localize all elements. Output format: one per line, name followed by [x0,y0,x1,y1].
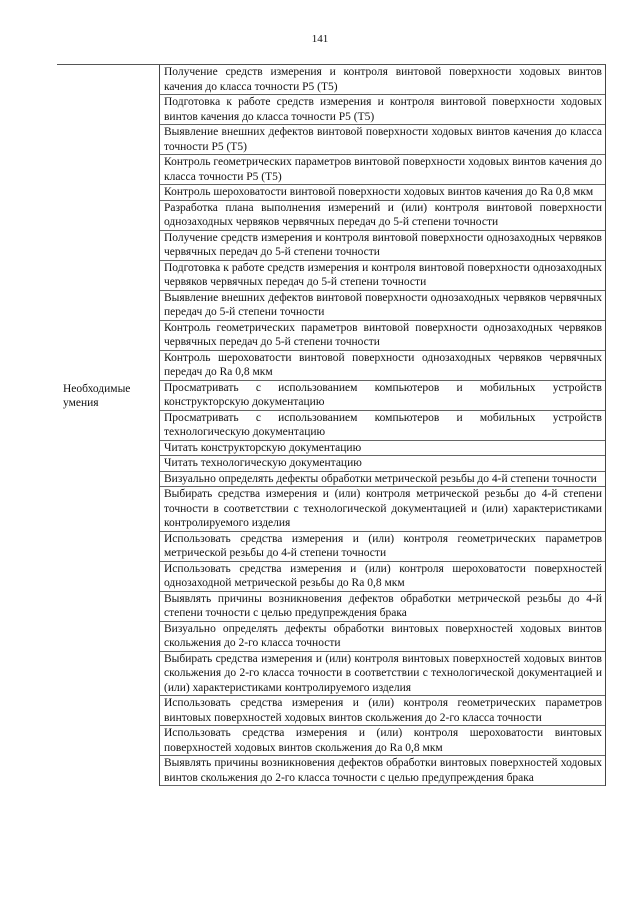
table-cell: Выбирать средства измерения и (или) контроля винтовых поверхностей ходовых винтов скольжения до 2-го класса точности в соответствии с технологической документацией и (или) характеристиками контролируемого изделия [160,652,605,697]
section-items [159,65,606,381]
table-cell: Использовать средства измерения и (или) контроля геометрических параметров метрической резьбы до 4-й степени точности [160,532,605,562]
section-label [57,65,159,381]
table-cell: Контроль геометрических параметров винтовой поверхности однозаходных червяков червячных передач до 5-й степени точности [160,321,605,351]
table-cell: Использовать средства измерения и (или) контроля шероховатости поверхностей однозаходной метрической резьбы до Ra 0,8 мкм [160,562,605,592]
table-cell: Подготовка к работе средств измерения и контроля винтовой поверхности ходовых винтов качения до класса точности Р5 (Т5) [160,95,605,125]
section-label: Необходимые умения [63,382,131,409]
table-cell: Визуально определять дефекты обработки винтовых поверхностей ходовых винтов скольжения до 2-го класса точности [160,622,605,652]
table-cell: Разработка плана выполнения измерений и (или) контроля винтовой поверхности однозаходных червяков червячных передач до 5-й степени точности [160,201,605,231]
table-cell: Использовать средства измерения и (или) контроля шероховатости винтовых поверхностей ходовых винтов скольжения до Ra 0,8 мкм [160,726,605,756]
table-cell: Использовать средства измерения и (или) контроля геометрических параметров винтовых поверхностей ходовых винтов скольжения до 2-го класса точности [160,696,605,726]
table-cell: Контроль шероховатости винтовой поверхности ходовых винтов качения до Ra 0,8 мкм [160,185,605,201]
section-items [159,381,606,787]
table-cell: Читать конструкторскую документацию [160,441,605,457]
table-cell: Просматривать с использованием компьютеров и мобильных устройств технологическую документацию [160,411,605,441]
table-cell: Читать технологическую документацию [160,456,605,472]
table-cell: Выявление внешних дефектов винтовой поверхности ходовых винтов качения до класса точности Р5 (Т5) [160,125,605,155]
table-cell: Просматривать с использованием компьютеров и мобильных устройств конструкторскую документацию [160,381,605,411]
table-cell: Выявлять причины возникновения дефектов обработки винтовых поверхностей ходовых винтов скольжения до 2-го класса точности с целью предупреждения брака [160,756,605,786]
table-cell: Контроль шероховатости винтовой поверхности однозаходных червяков червячных передач до Ra 0,8 мкм [160,351,605,381]
table-cell: Выбирать средства измерения и (или) контроля метрической резьбы до 4-й степени точности в соответствии с технологической документацией и (или) характеристиками контролируемого изделия [160,487,605,532]
table-cell: Визуально определять дефекты обработки метрической резьбы до 4-й степени точности [160,472,605,488]
table-cell: Выявление внешних дефектов винтовой поверхности однозаходных червяков червячных передач до 5-й степени точности [160,291,605,321]
table-cell: Подготовка к работе средств измерения и контроля винтовой поверхности однозаходных червяков червячных передач до 5-й степени точности [160,261,605,291]
section-labor-actions [57,65,606,381]
section-required-skills [57,381,606,787]
table-cell: Выявлять причины возникновения дефектов обработки метрической резьбы до 4-й степени точности с целью предупреждения брака [160,592,605,622]
page-number: 141 [311,33,329,45]
table-cell: Получение средств измерения и контроля винтовой поверхности ходовых винтов качения до класса точности Р5 (Т5) [160,65,605,95]
competency-table [57,64,606,786]
table-cell: Получение средств измерения и контроля винтовой поверхности однозаходных червяков червячных передач до 5-й степени точности [160,231,605,261]
table-cell: Контроль геометрических параметров винтовой поверхности ходовых винтов качения до класса точности Р5 (Т5) [160,155,605,185]
